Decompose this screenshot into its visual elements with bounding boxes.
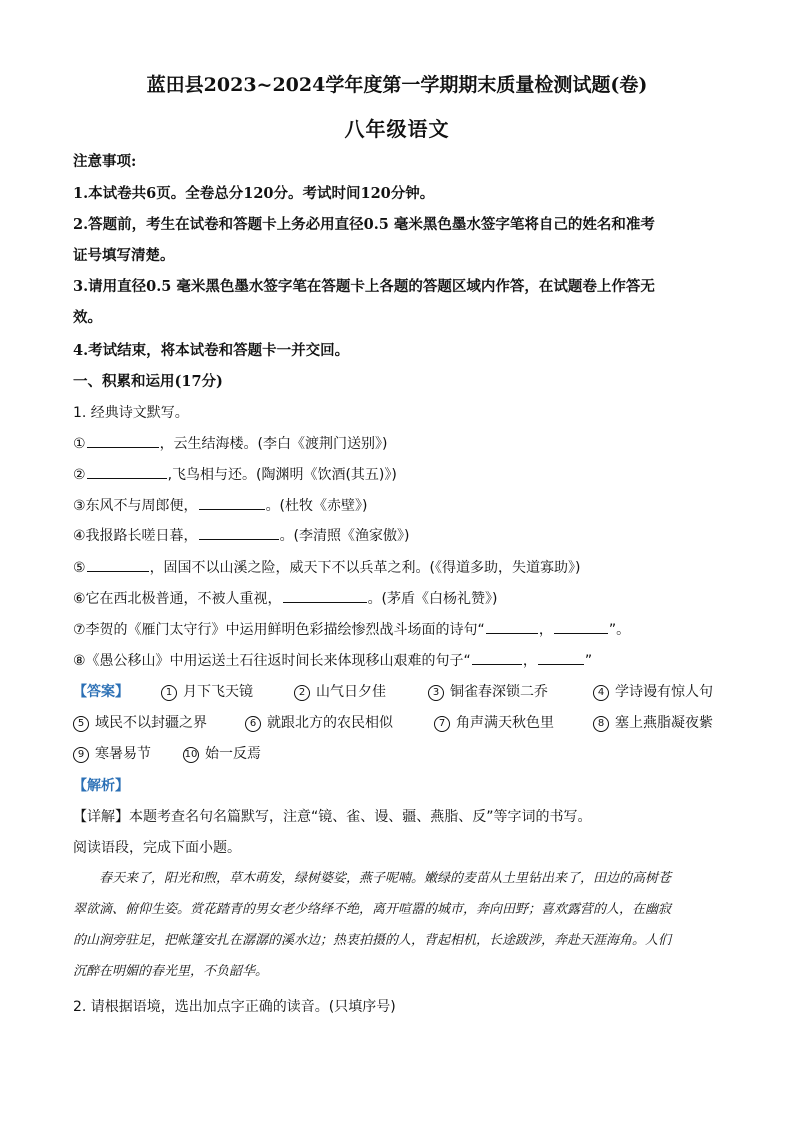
recite-item-prefix: ⑥它在西北极普通，不被人重视，: [73, 591, 282, 607]
answer-blank: [472, 649, 522, 665]
recite-item-suffix: ,飞鸟相与还。(陶渊明《饮酒(其五)》): [167, 467, 397, 483]
answer-item-3: [428, 681, 548, 701]
recite-item-7: [73, 618, 630, 639]
notice-item-3: 3.请用直径0.5 毫米黑色墨水签字笔在答题卡上各题的答题区域内作答，在试题卷上作答无: [73, 278, 655, 295]
exam-title: 蓝田县2023~2024学年度第一学期期末质量检测试题(卷): [146, 74, 648, 96]
answer-item-6: [245, 712, 393, 732]
recite-item-separator: ，: [538, 622, 553, 638]
question-2-stem: 2. 请根据语境，选出加点字正确的读音。(只填序号): [73, 999, 396, 1015]
question-1-stem: 1. 经典诗文默写。: [73, 405, 189, 421]
number-badge: 1: [161, 685, 177, 701]
number-badge: 10: [183, 747, 199, 763]
passage-line: 的山涧旁驻足，把帐篷安扎在潺潺的溪水边；热衷拍摄的人，背起相机，长途跋涉，奔赴天涯海角。人们: [73, 933, 672, 948]
number-badge: 5: [73, 716, 89, 732]
answer-blank: [283, 587, 367, 603]
answer-item-8: [593, 712, 713, 732]
answer-blank: [199, 494, 265, 510]
recite-item-3: [73, 494, 368, 515]
recite-item-suffix: ，固国不以山溪之险，威天下不以兵革之利。(《得道多助，失道寡助》): [149, 560, 581, 576]
recite-item-5: [73, 556, 581, 577]
answer-text: 始一反焉: [205, 746, 261, 762]
recite-item-suffix: 。(李清照《渔家傲》): [279, 528, 410, 544]
answer-item-2: [294, 681, 386, 701]
answer-blank: [87, 432, 159, 448]
passage-line: 沉醉在明媚的春光里，不负韶华。: [73, 964, 269, 979]
answer-item-4: [593, 681, 713, 701]
notice-item-3-cont: 效。: [73, 309, 102, 326]
answer-label: 【答案】: [73, 684, 129, 700]
answer-text: 山气日夕佳: [316, 684, 386, 700]
reading-passage: [73, 863, 721, 987]
answer-item-1: [161, 681, 253, 701]
answer-text: 角声满天秋色里: [456, 715, 554, 731]
number-badge: 4: [593, 685, 609, 701]
answer-item-9: [73, 743, 151, 763]
recite-item-8: [73, 649, 592, 670]
number-badge: 8: [593, 716, 609, 732]
answer-item-7: [434, 712, 554, 732]
analysis-label: 【解析】: [73, 778, 129, 794]
notice-item-1: 1.本试卷共6页。全卷总分120分。考试时间120分钟。: [73, 185, 435, 202]
recite-item-prefix: ⑦李贺的《雁门太守行》中运用鲜明色彩描绘惨烈战斗场面的诗句“: [73, 622, 485, 638]
answer-blank: [199, 524, 279, 540]
answer-item-5: [73, 712, 207, 732]
recite-item-suffix: ”: [584, 653, 593, 669]
answer-row-3: [73, 743, 733, 763]
analysis-detail: 【详解】本题考查名句名篇默写，注意“镜、雀、谩、疆、燕脂、反”等字词的书写。: [73, 809, 592, 825]
section-heading: 一、积累和运用(17分): [73, 373, 223, 390]
answer-row-1: [73, 681, 733, 701]
answer-text: 就跟北方的农民相似: [267, 715, 393, 731]
passage-line: 翠欲滴、俯仰生姿。赏花踏青的男女老少络绎不绝，离开喧嚣的城市，奔向田野；喜欢露营的人，在幽寂: [73, 902, 672, 917]
answer-blank: [87, 556, 149, 572]
notice-item-2: 2.答题前，考生在试卷和答题卡上务必用直径0.5 毫米黑色墨水签字笔将自己的姓名和准考: [73, 216, 655, 233]
answer-blank: [538, 649, 584, 665]
answer-blank: [554, 618, 608, 634]
recite-item-6: [73, 587, 498, 608]
number-badge: 7: [434, 716, 450, 732]
answer-row-2: [73, 712, 733, 732]
recite-item-2: [73, 463, 397, 484]
passage-line: 春天来了，阳光和煦，草木萌发，绿树婆娑，燕子呢喃。嫩绿的麦苗从土里钻出来了，田边的高树苍: [99, 871, 672, 886]
answer-text: 学诗谩有惊人句: [615, 684, 713, 700]
number-badge: 2: [294, 685, 310, 701]
answer-text: 月下飞天镜: [183, 684, 253, 700]
recite-item-prefix: ①: [73, 436, 86, 452]
recite-item-suffix: 。(杜牧《赤壁》): [265, 498, 368, 514]
answer-text: 域民不以封疆之界: [95, 715, 207, 731]
answer-blank: [486, 618, 538, 634]
recite-item-prefix: ⑧《愚公移山》中用运送土石往返时间长来体现移山艰难的句子“: [73, 653, 471, 669]
answer-text: 寒暑易节: [95, 746, 151, 762]
notice-heading: 注意事项:: [73, 153, 137, 170]
answer-text: 铜雀春深锁二乔: [450, 684, 548, 700]
number-badge: 9: [73, 747, 89, 763]
recite-item-prefix: ④我报路长嗟日暮，: [73, 528, 198, 544]
recite-item-prefix: ②: [73, 467, 86, 483]
answer-text: 塞上燕脂凝夜紫: [615, 715, 713, 731]
notice-item-4: 4.考试结束，将本试卷和答题卡一并交回。: [73, 342, 350, 359]
exam-subtitle: 八年级语文: [344, 117, 450, 141]
recite-item-separator: ，: [522, 653, 537, 669]
reading-intro: 阅读语段，完成下面小题。: [73, 840, 241, 856]
answer-blank: [87, 463, 167, 479]
recite-item-suffix: ，云生结海楼。(李白《渡荆门送别》): [159, 436, 388, 452]
recite-item-prefix: ③东风不与周郎便，: [73, 498, 198, 514]
number-badge: 3: [428, 685, 444, 701]
recite-item-suffix: 。(茅盾《白杨礼赞》): [367, 591, 498, 607]
answer-item-10: [183, 743, 261, 763]
recite-item-prefix: ⑤: [73, 560, 86, 576]
notice-item-2-cont: 证号填写清楚。: [73, 247, 175, 264]
recite-item-4: [73, 524, 410, 545]
recite-item-suffix: ”。: [608, 622, 631, 638]
number-badge: 6: [245, 716, 261, 732]
recite-item-1: [73, 432, 388, 453]
